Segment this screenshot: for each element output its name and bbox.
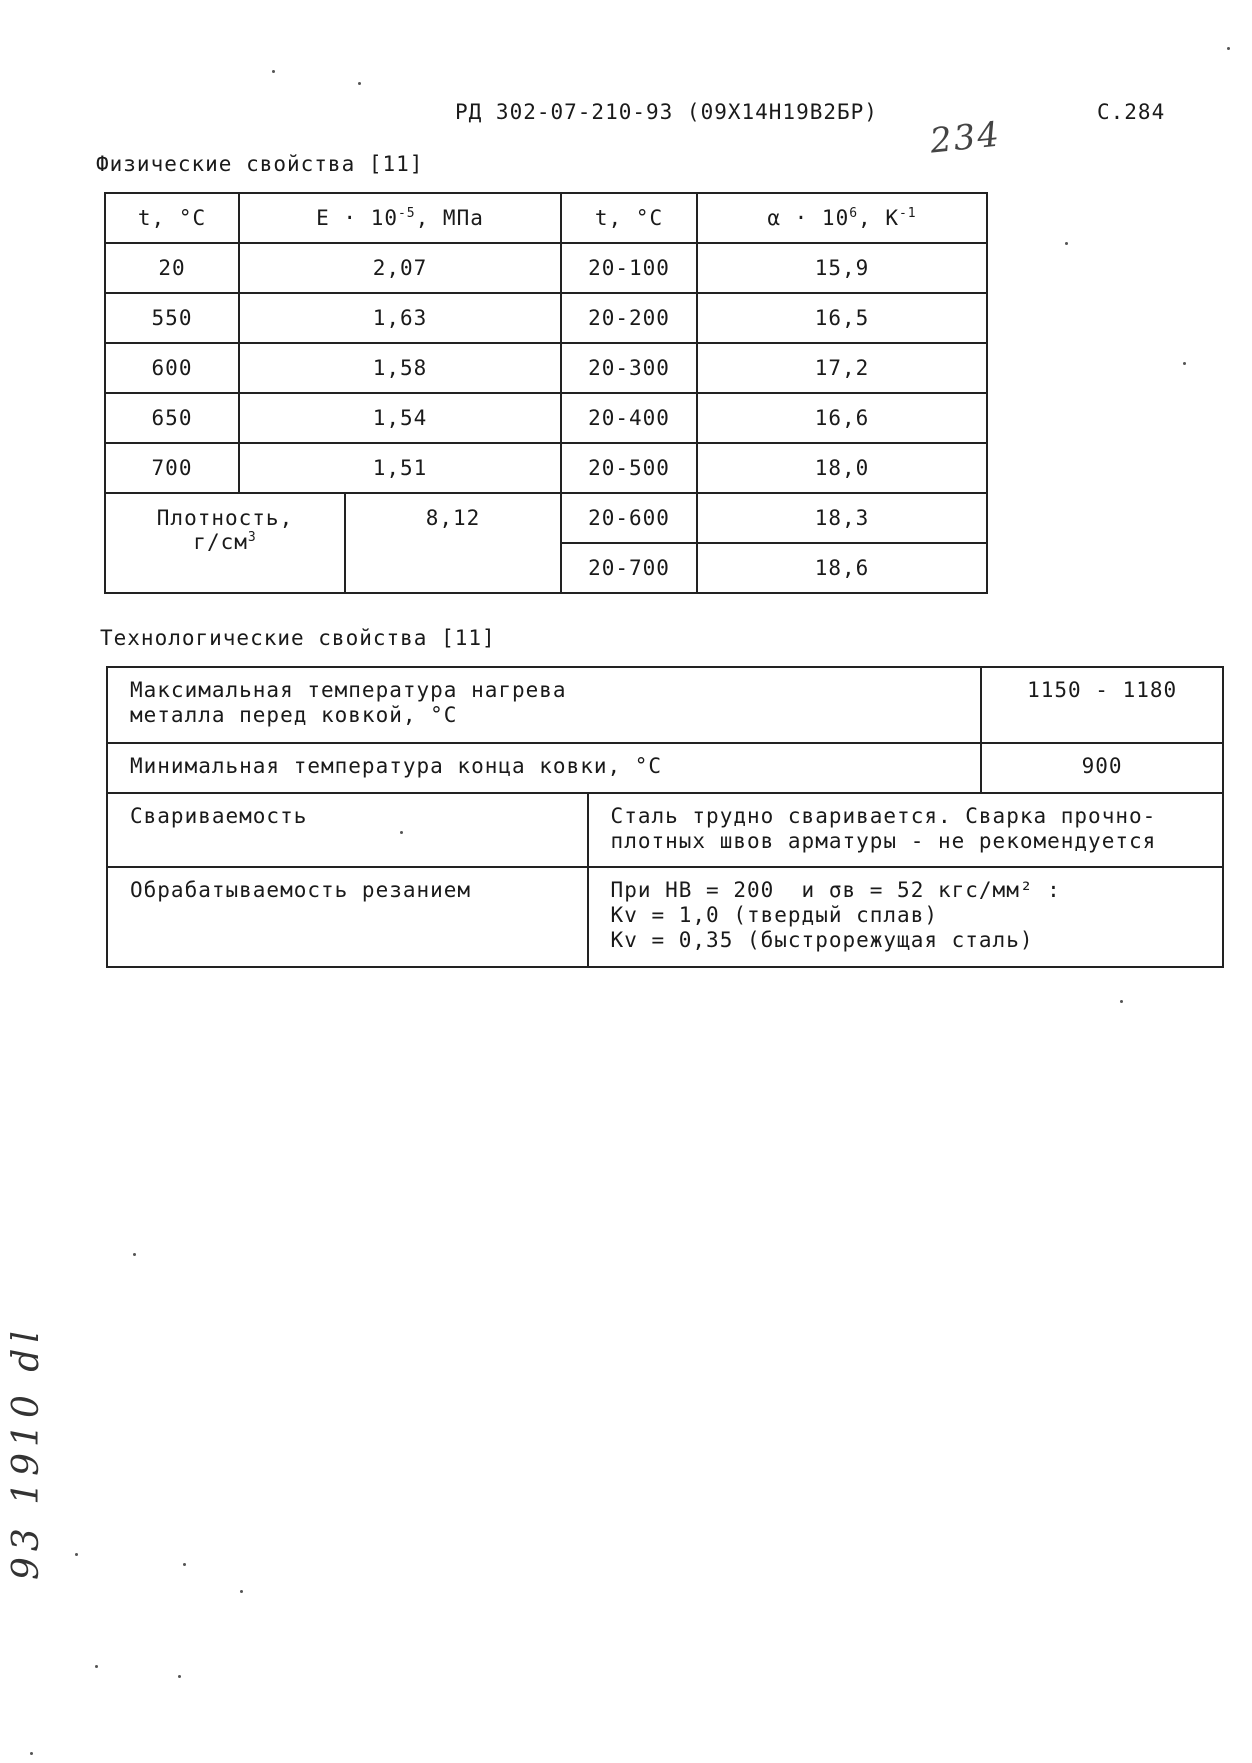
cell-weldability-label: Свариваемость	[107, 793, 588, 867]
handwritten-margin-note: 93 1910 dl	[6, 1325, 47, 1580]
table-row	[107, 867, 1223, 967]
scan-speck	[272, 70, 275, 73]
document-code: РД 302-07-210-93 (09Х14Н19В2БР)	[455, 100, 878, 124]
table-row	[105, 293, 987, 343]
cell-max-forging-temp-value: 1150 - 1180	[981, 667, 1223, 743]
scan-speck	[95, 1665, 98, 1668]
page-number: С.284	[1097, 100, 1166, 124]
cell-temperature-range: 20-100	[561, 243, 697, 293]
cell-temperature-range: 20-300	[561, 343, 697, 393]
cell-weldability-value: Сталь трудно сваривается. Сварка прочно- плотных швов арматуры - не рекомендуется	[588, 793, 1223, 867]
cell-temperature-range: 20-600	[561, 493, 697, 543]
cell-max-forging-temp-label: Максимальная температура нагрева металла перед ковкой, °C	[107, 667, 981, 743]
scan-speck	[178, 1675, 181, 1678]
table-header-row	[105, 193, 987, 243]
table-row	[107, 667, 1223, 743]
scan-speck	[240, 1590, 243, 1593]
cell-thermal-expansion: 17,2	[697, 343, 987, 393]
physical-properties-title: Физические свойства [11]	[96, 152, 424, 176]
table-row	[105, 243, 987, 293]
cell-density-value: 8,12	[345, 493, 561, 593]
cell-machinability-label: Обрабатываемость резанием	[107, 867, 588, 967]
cell-density-label: Плотность, $г/см^3$	[105, 493, 345, 593]
cell-temperature: 700	[105, 443, 239, 493]
scan-speck	[1183, 362, 1186, 365]
header-thermal-expansion: $\alpha \cdot 10^6$, $K^{-1}$	[697, 193, 987, 243]
scan-speck	[183, 1563, 186, 1566]
header-temperature-range: t, °C	[561, 193, 697, 243]
cell-temperature-range: 20-200	[561, 293, 697, 343]
cell-temperature-range: 20-500	[561, 443, 697, 493]
scan-speck	[400, 831, 403, 834]
cell-elastic-modulus: 1,54	[239, 393, 561, 443]
cell-thermal-expansion: 18,3	[697, 493, 987, 543]
technological-properties-title: Технологические свойства [11]	[100, 626, 496, 650]
cell-elastic-modulus: 1,63	[239, 293, 561, 343]
table-row	[107, 743, 1223, 793]
header-temperature: t, °C	[105, 193, 239, 243]
cell-min-forging-temp-label: Минимальная температура конца ковки, °C	[107, 743, 981, 793]
scan-speck	[1065, 242, 1068, 245]
header-elastic-modulus: $E \cdot 10^{-5}$, МПа	[239, 193, 561, 243]
scan-speck	[30, 1752, 33, 1755]
scan-speck	[133, 1253, 136, 1256]
cell-temperature: 20	[105, 243, 239, 293]
cell-temperature-range: 20-700	[561, 543, 697, 593]
cell-thermal-expansion: 16,6	[697, 393, 987, 443]
scan-speck	[1227, 47, 1230, 50]
scan-speck	[1120, 1000, 1123, 1003]
table-row	[107, 793, 1223, 867]
physical-properties-table	[104, 192, 988, 594]
table-row	[105, 493, 987, 543]
cell-thermal-expansion: 18,6	[697, 543, 987, 593]
cell-thermal-expansion: 16,5	[697, 293, 987, 343]
cell-temperature: 650	[105, 393, 239, 443]
technological-properties-table	[106, 666, 1224, 968]
table-row	[105, 393, 987, 443]
cell-elastic-modulus: 2,07	[239, 243, 561, 293]
handwritten-page-mark: 234	[928, 114, 1003, 162]
cell-temperature: 550	[105, 293, 239, 343]
cell-min-forging-temp-value: 900	[981, 743, 1223, 793]
cell-thermal-expansion: 15,9	[697, 243, 987, 293]
cell-elastic-modulus: 1,58	[239, 343, 561, 393]
table-row	[105, 443, 987, 493]
cell-temperature-range: 20-400	[561, 393, 697, 443]
cell-machinability-value: При НВ = 200 и σв = 52 кгс/мм² : Kv = 1,0 (твердый сплав) Kv = 0,35 (быстрорежущая сталь)	[588, 867, 1223, 967]
cell-thermal-expansion: 18,0	[697, 443, 987, 493]
scan-speck	[75, 1553, 78, 1556]
scan-speck	[358, 82, 361, 85]
cell-elastic-modulus: 1,51	[239, 443, 561, 493]
table-row	[105, 343, 987, 393]
cell-temperature: 600	[105, 343, 239, 393]
